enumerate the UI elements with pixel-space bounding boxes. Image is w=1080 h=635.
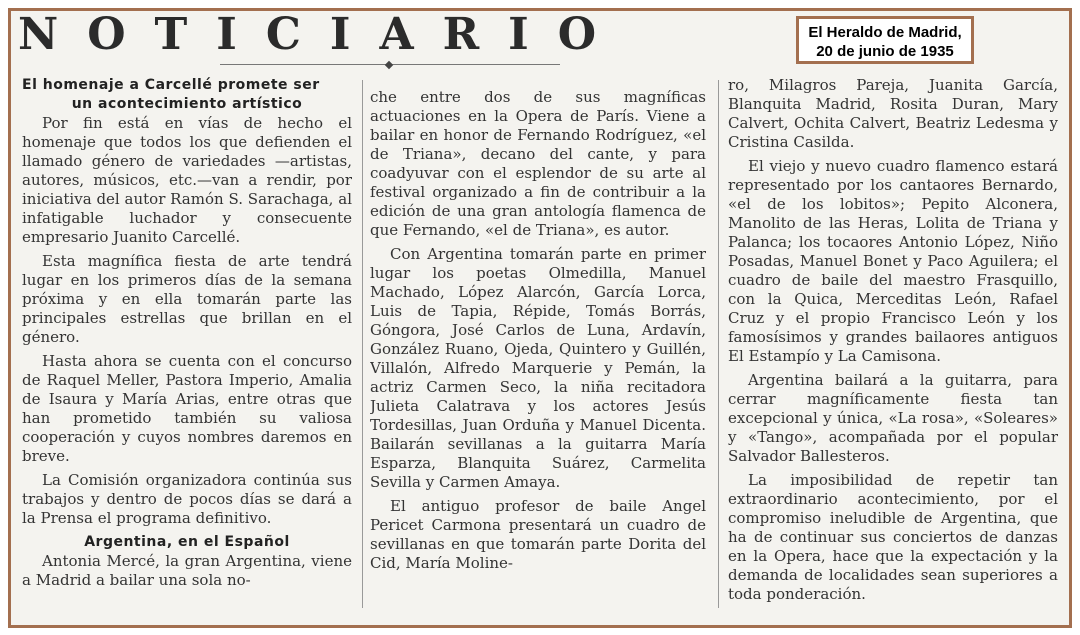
column-divider [362, 80, 363, 608]
paragraph: La imposibilidad de repetir tan extraordinario acontecimiento, por el compromiso ineludible de Argentina, que ha de continuar sus conciertos de danzas en la Opera, hace que la expectación y la demanda de localidades sean superiores a toda ponderación. [728, 471, 1058, 603]
paragraph: ro, Milagros Pareja, Juanita García, Blanquita Madrid, Rosita Duran, Mary Calvert, Ochita Calvert, Beatriz Ledesma y Cristina Casilda. [728, 76, 1058, 151]
paragraph: che entre dos de sus magníficas actuaciones en la Opera de París. Viene a bailar en honor de Fernando Rodríguez, «el de Triana», decano del cante, y para coadyuvar con el esplendor de su arte al festival organizado a fin de contribuir a la edición de una gran antología flamenca de que Fernando, «el de Triana», es autor. [370, 88, 706, 239]
article-headline-line-2: un acontecimiento artístico [71, 96, 303, 112]
paragraph: La Comisión organizadora continúa sus trabajos y dentro de pocos días se dará a la Prensa el programa definitivo. [22, 471, 352, 527]
paragraph: Antonia Mercé, la gran Argentina, viene a Madrid a bailar una sola no- [22, 552, 352, 589]
article-column-1 [22, 76, 352, 608]
paragraph: Esta magnífica fiesta de arte tendrá lugar en los primeros días de la semana próxima y en ella tomarán parte las principales estrellas que brillan en el género. [22, 252, 352, 346]
article-column-3 [728, 76, 1058, 608]
paragraph: El viejo y nuevo cuadro flamenco estará representado por los cantaores Bernardo, «el de los lobitos»; Pepito Alconera, Manolito de las Heras, Lolita de Triana y Palanca; los tocaores Antonio López, Niño Posadas, Manuel Bonet y Paco Aguilera; el cuadro de baile del maestro Frasquillo, con la Quica, Merceditas León, Rafael Cruz y el propio Francisco León y los famosísimos y grandes bailaores antiguos El Estampío y La Camisona. [728, 157, 1058, 365]
article-column-2 [370, 88, 706, 620]
section-subheading: Argentina, en el Español [84, 534, 290, 550]
paragraph: Hasta ahora se cuenta con el concurso de Raquel Meller, Pastora Imperio, Amalia de Isaura y María Arias, entre otras que han prometido también su valiosa cooperación y cuyos nombres daremos en breve. [22, 352, 352, 465]
source-line-2: 20 de junio de 1935 [816, 43, 954, 60]
article-headline-line-1: El homenaje a Carcellé promete ser [22, 77, 320, 93]
source-line-1: El Heraldo de Madrid, [808, 24, 962, 41]
paragraph: Con Argentina tomarán parte en primer lugar los poetas Olmedilla, Manuel Machado, López Alarcón, García Lorca, Luis de Tapia, Répide, Tomás Borrás, Góngora, José Carlos de Luna, Ardavín, González Ruano, Ojeda, Quintero y Guillén, Villalón, Alfredo Marquerie y Pemán, la actriz Carmen Seco, la niña recitadora Julieta Calatrava y los actores Jesús Tordesillas, Juan Orduña y Manuel Dicenta. Bailarán sevillanas a la guitarra María Esparza, Blanquita Suárez, Carmelita Sevilla y Carmen Amaya. [370, 245, 706, 491]
paragraph: Por fin está en vías de hecho el homenaje que todos los que defienden el llamado género de variedades —artistas, autores, músicos, etc.—van a rendir, por iniciativa del autor Ramón S. Sarachaga, al infatigable luchador y consecuente empresario Juanito Carcellé. [22, 114, 352, 246]
ornament-diamond [385, 61, 393, 69]
masthead-title: NOTICIARIO [18, 9, 626, 60]
paragraph: Argentina bailará a la guitarra, para cerrar magníficamente fiesta tan excepcional y única, «La rosa», «Soleares» y «Tango», acompañada por el popular Salvador Ballesteros. [728, 371, 1058, 465]
masthead-ornament [220, 62, 560, 68]
column-divider [718, 80, 719, 608]
paragraph: El antiguo profesor de baile Angel Pericet Carmona presentará un cuadro de sevillanas en que tomarán parte Dorita del Cid, María Moline- [370, 497, 706, 572]
source-caption-box [796, 16, 974, 64]
